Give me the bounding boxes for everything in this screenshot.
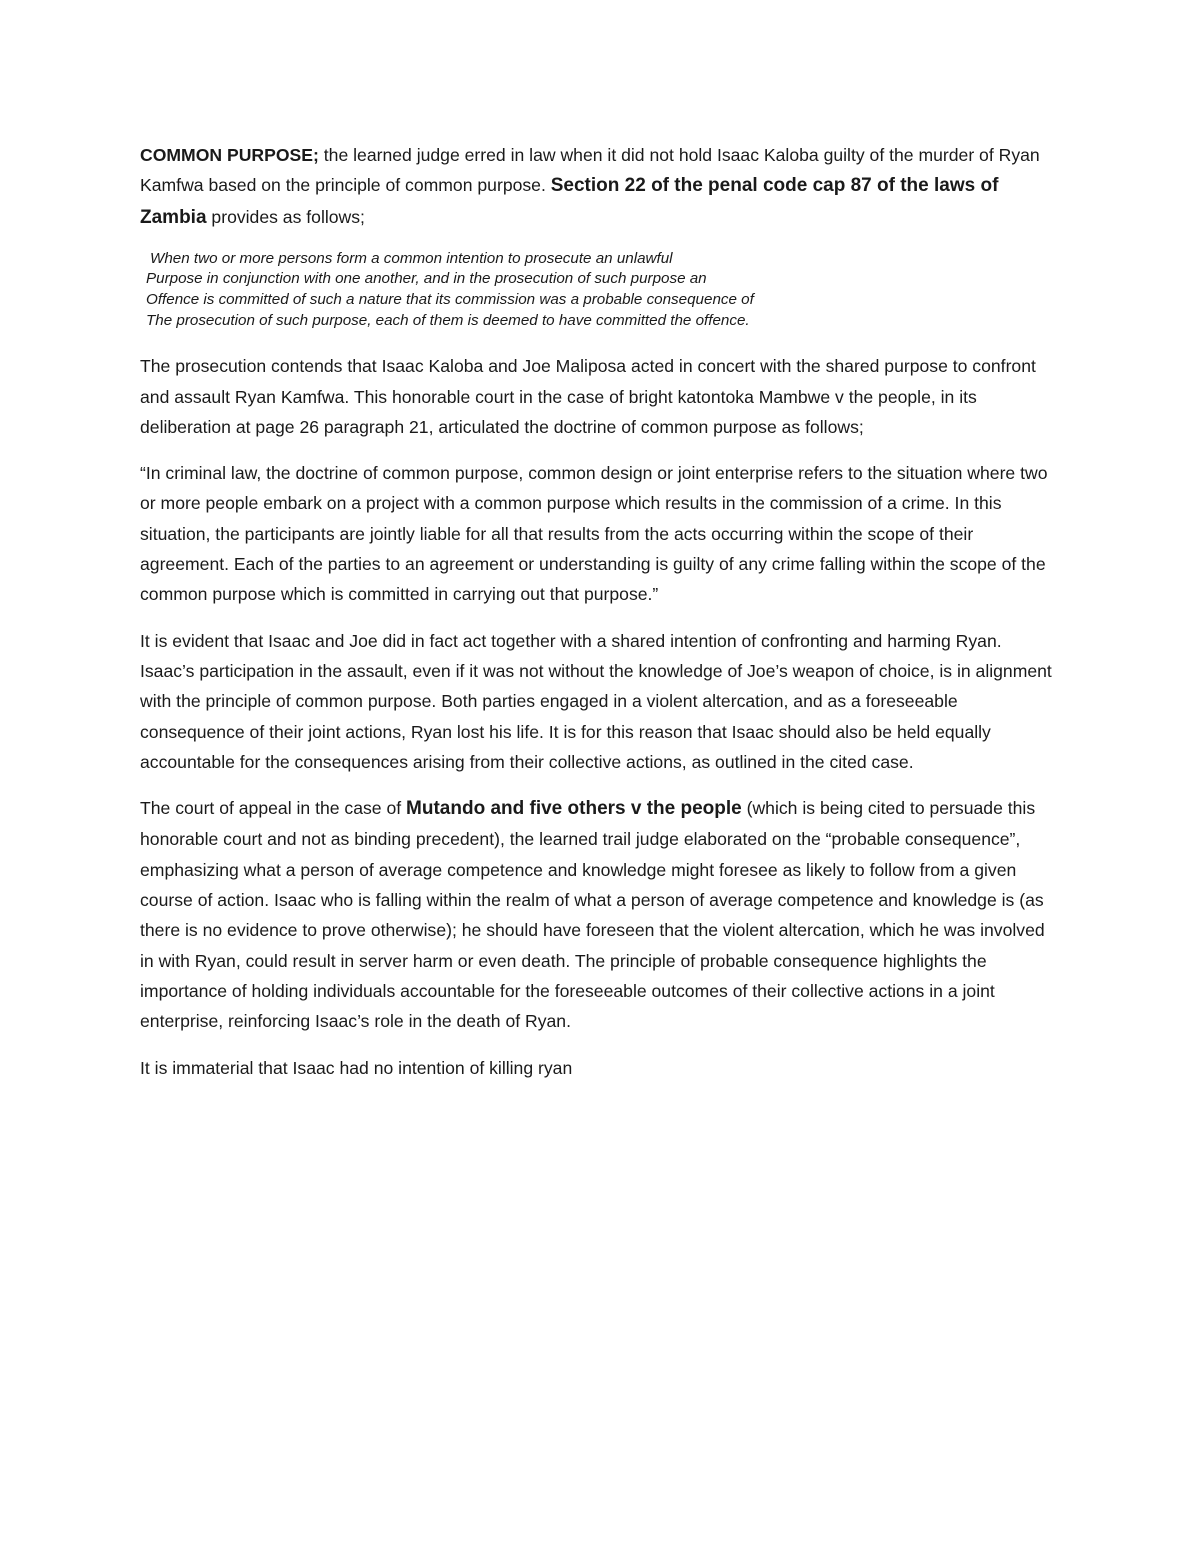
statute-reference: Section 22 of the penal code cap 87 of the laws of Zambia xyxy=(140,175,999,228)
case-name: Mutando and five others v the people xyxy=(406,798,742,820)
document-body xyxy=(140,140,1060,1099)
statute-quote-line: Purpose in conjunction with one another, and in the prosecution of such purpose an xyxy=(146,270,707,288)
statute-quote xyxy=(146,249,1060,331)
paragraph-text: The court of appeal in the case of xyxy=(140,798,407,819)
paragraph-text: (which is being cited to persuade this honorable court and not as binding precedent), the learned trail judge elaborated on the “probable consequence”, emphasizing what a person of average competence and knowledge might foresee as likely to follow from a given course of action. Isaac who is falling within the realm of what a person of average competence and knowledge is (as there is no evidence to prove otherwise); he should have foreseen that the violent altercation, which he was involved in with Ryan, could result in server harm or even death. The principle of probable consequence highlights the importance of holding individuals accountable for the foreseeable outcomes of their collective actions in a joint enterprise, reinforcing Isaac’s role in the death of Ryan. xyxy=(140,798,1045,1032)
paragraph-text: provides as follows; xyxy=(206,206,365,227)
paragraph-evident: It is evident that Isaac and Joe did in fact act together with a shared intention of confronting and harming Ryan. Isaac’s participation in the assault, even if it was not without the knowledge of Joe’s weapon of choice, is in alignment with the principle of common purpose. Both parties engaged in a violent altercation, and as a foreseeable consequence of their joint actions, Ryan lost his life. It is for this reason that Isaac should also be held equally accountable for the consequences arising from their collective actions, as outlined in the cited case. xyxy=(140,630,1052,772)
paragraph-prosecution-contends: The prosecution contends that Isaac Kaloba and Joe Maliposa acted in concert with the shared purpose to confront and assault Ryan Kamfwa. This honorable court in the case of bright katontoka Mambwe v the people, in its deliberation at page 26 paragraph 21, articulated the doctrine of common purpose as follows; xyxy=(140,356,1036,437)
paragraph-common-purpose xyxy=(140,140,1060,233)
statute-quote-line: When two or more persons form a common intention to prosecute an unlawful xyxy=(150,249,673,267)
statute-quote-line: Offence is committed of such a nature that its commission was a probable consequence of xyxy=(146,291,754,309)
paragraph-text: the learned judge erred in law when it did not hold Isaac Kaloba guilty of the murder of Ryan Kamfwa based on the principle of common purpose. xyxy=(140,145,1040,196)
paragraph-doctrine-quote: “In criminal law, the doctrine of common purpose, common design or joint enterprise refers to the situation where two or more people embark on a project with a common purpose which results in the commission of a crime. In this situation, the participants are jointly liable for all that results from the acts occurring within the scope of their agreement. Each of the parties to an agreement or understanding is guilty of any crime falling within the scope of the common purpose which is committed in carrying out that purpose.” xyxy=(140,463,1048,605)
statute-quote-line: The prosecution of such purpose, each of them is deemed to have committed the offence. xyxy=(146,311,750,329)
paragraph-immaterial: It is immaterial that Isaac had no intention of killing ryan xyxy=(140,1057,573,1078)
paragraph-court-of-appeal xyxy=(140,793,1060,1036)
section-heading: COMMON PURPOSE; xyxy=(140,145,319,165)
